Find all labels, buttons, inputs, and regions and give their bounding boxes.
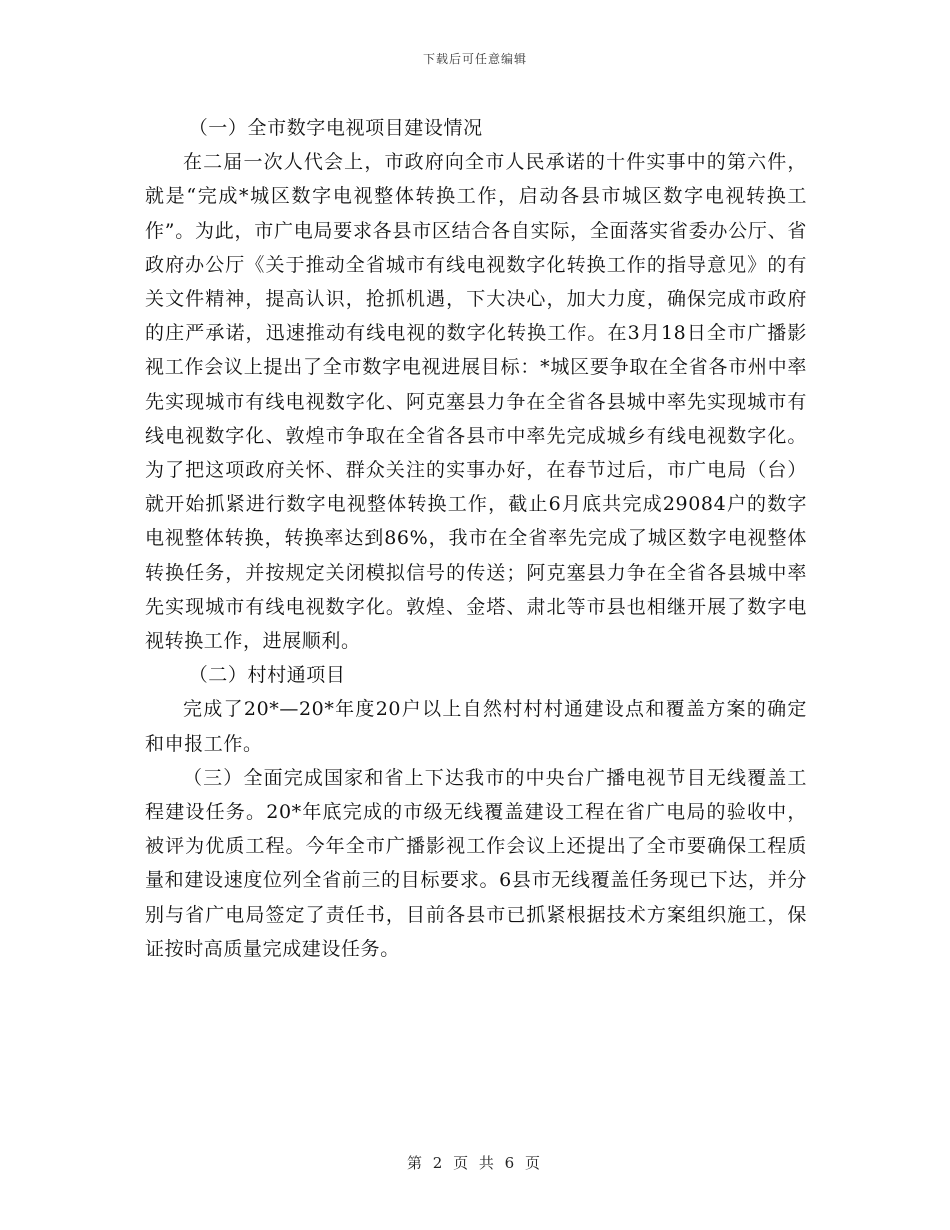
section1-heading: （一）全市数字电视项目建设情况 [188, 117, 483, 139]
section3-paragraph: （三）全面完成国家和省上下达我市的中央台广播电视节目无线覆盖工程建设任务。20*年底完成的市级无线覆盖建设工程在省广电局的验收中，被评为优质工程。今年全市广播影视工作会议上还提出了全市要确保工程质量和建设速度位列全省前三的目标要求。6县市无线覆盖任务现已下达，并分别与省广电局签定了责任书，目前各县市已抓紧根据技术方案组织施工，保证按时高质量完成建设任务。 [145, 766, 807, 960]
section2-paragraph: 完成了20*—20*年度20户以上自然村村村通建设点和覆盖方案的确定和申报工作。 [145, 698, 807, 755]
page-number: 第 2 页 共 6 页 [407, 1154, 543, 1172]
document-body [145, 111, 807, 966]
section1-paragraph: 在二届一次人代会上，市政府向全市人民承诺的十件实事中的第六件，就是“完成*城区数字电视整体转换工作，启动各县市城区数字电视转换工作”。为此，市广电局要求各县市区结合各自实际，全面落实省委办公厅、省政府办公厅《关于推动全省城市有线电视数字化转换工作的指导意见》的有关文件精神，提高认识，抢抓机遇，下大决心，加大力度，确保完成市政府的庄严承诺，迅速推动有线电视的数字化转换工作。在3月18日全市广播影视工作会议上提出了全市数字电视进展目标：*城区要争取在全省各市州中率先实现城市有线电视数字化、阿克塞县力争在全省各县城中率先实现城市有线电视数字化、敦煌市争取在全省各县市中率先完成城乡有线电视数字化。为了把这项政府关怀、群众关注的实事办好，在春节过后，市广电局（台）就开始抓紧进行数字电视整体转换工作，截止6月底共完成29084户的数字电视整体转换，转换率达到86%，我市在全省率先完成了城区数字电视整体转换任务，并按规定关闭模拟信号的传送；阿克塞县力争在全省各县城中率先实现城市有线电视数字化。敦煌、金塔、肃北等市县也相继开展了数字电视转换工作，进展顺利。 [145, 151, 807, 653]
page-header-note: 下载后可任意编辑 [422, 52, 527, 66]
section2-heading: （二）村村通项目 [188, 664, 346, 687]
